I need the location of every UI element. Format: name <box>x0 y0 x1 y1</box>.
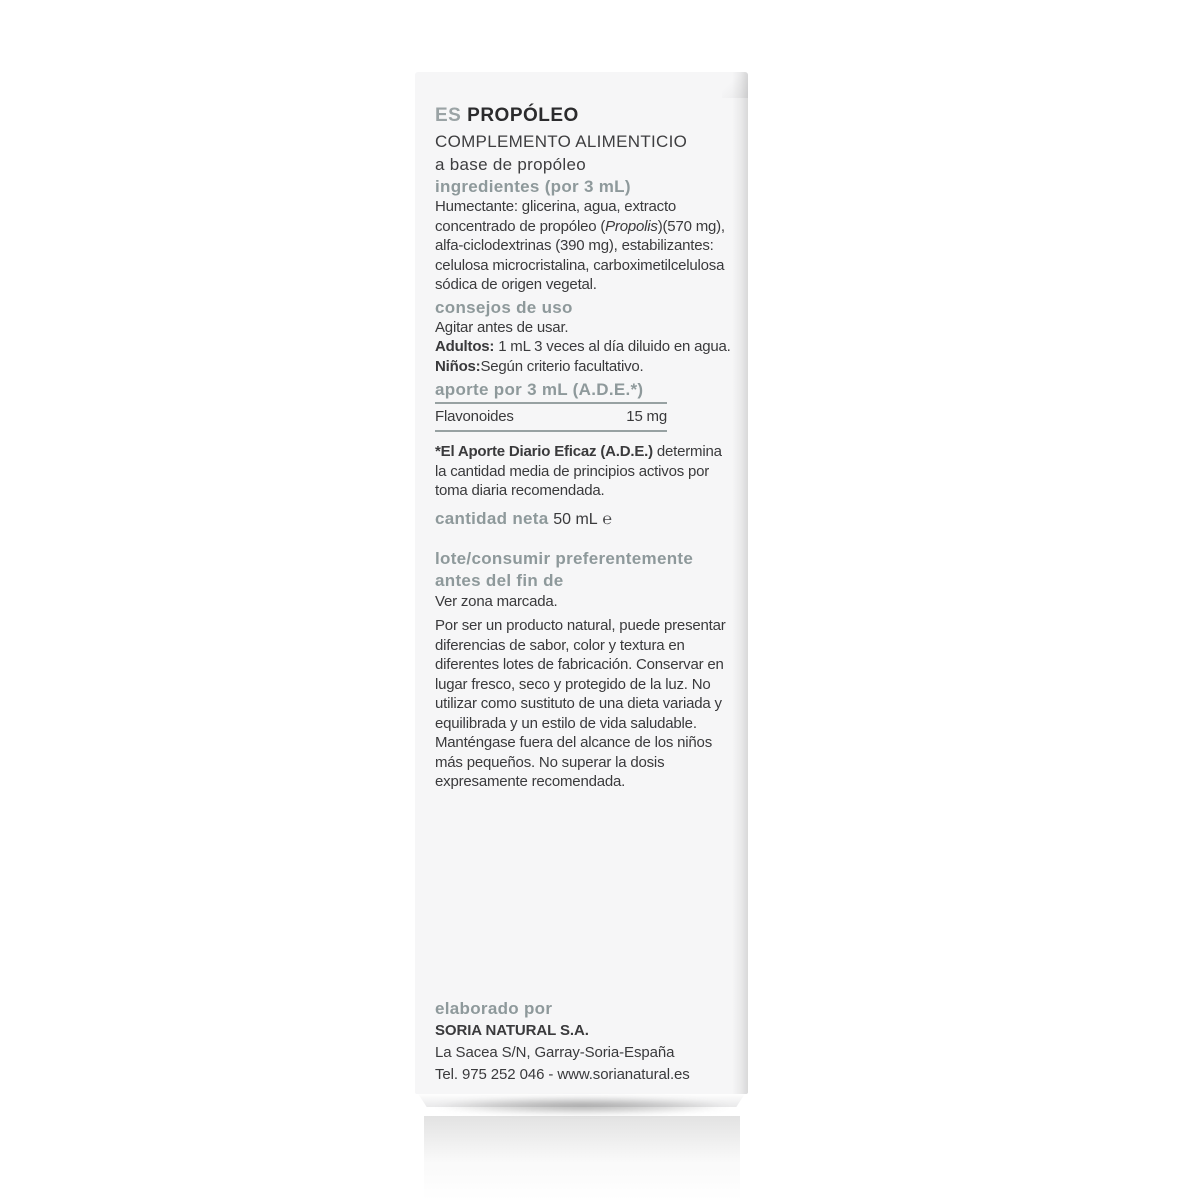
ingredients-text <box>435 197 732 295</box>
usage-heading: consejos de uso <box>435 297 573 317</box>
ade-note <box>435 442 732 501</box>
nutrient-value: 15 mg <box>626 407 667 425</box>
estimated-sign: ℮ <box>602 510 613 528</box>
ingredients-latin-name: Propolis <box>605 217 658 235</box>
nutrition-heading: aporte por 3 mL (A.D.E.*) <box>435 380 644 399</box>
manufacturer-phone-web: Tel. 975 252 046 - www.sorianatural.es <box>435 1066 690 1083</box>
net-quantity-value: 50 mL <box>553 510 598 528</box>
ade-note-lead: *El Aporte Diario Eficaz (A.D.E.) <box>435 443 653 460</box>
package-front-panel <box>415 72 748 1094</box>
product-title <box>435 105 732 127</box>
language-code: ES <box>435 105 462 126</box>
ade-note-rest: determina la cantidad media de principios activos por toma diaria recomendada. <box>435 443 722 499</box>
table-row <box>435 404 667 428</box>
usage-adults-label: Adultos: <box>435 338 495 355</box>
lot-text: Ver zona marcada. <box>435 592 558 610</box>
disclaimer-text: Por ser un producto natural, puede presentar diferencias de sabor, color y textura en diferentes lotes de fabricación. Conservar en lugar fresco, seco y protegido de la luz. No utilizar como sustituto de una dieta variada y equilibrada y un estilo de vida saludable. Manténgase fuera del alcance de los niños más pequeños. No superar la dosis expresamente recomendada. <box>435 617 726 790</box>
ingredients-heading: ingredientes (por 3 mL) <box>435 177 631 196</box>
nutrition-table <box>435 379 667 432</box>
ingredients-post: )(570 mg), alfa-ciclodextrinas (390 mg), estabilizantes: celulosa microcristalina, carboximetilcelulosa sódica de origen vegetal. <box>435 217 725 293</box>
usage-children-label: Niños: <box>435 357 481 375</box>
manufacturer-address: La Sacea S/N, Garray-Soria-España <box>435 1044 675 1061</box>
product-subtitle <box>435 130 732 176</box>
manufacturer-name: SORIA NATURAL S.A. <box>435 1022 589 1039</box>
label-content <box>415 72 748 792</box>
usage-adults-text: 1 mL 3 veces al día diluido en agua. <box>494 338 731 355</box>
nutrient-name: Flavonoides <box>435 407 514 425</box>
net-quantity-line <box>435 508 732 531</box>
ingredients-pre: Humectante: glicerina, agua, extracto concentrado de propóleo ( <box>435 198 677 235</box>
manufacturer-block <box>435 998 735 1086</box>
box-drop-shadow <box>376 1094 788 1118</box>
usage-shake-line: Agitar antes de usar. <box>435 318 569 336</box>
subtitle-line2: a base de propóleo <box>435 155 586 174</box>
box-reflection <box>424 1116 740 1200</box>
net-quantity-label: cantidad neta <box>435 508 549 528</box>
table-rule-bottom <box>435 430 667 432</box>
usage-text <box>435 318 732 377</box>
product-name: PROPÓLEO <box>467 105 579 126</box>
subtitle-line1: COMPLEMENTO ALIMENTICIO <box>435 132 688 151</box>
manufacturer-heading: elaborado por <box>435 999 553 1018</box>
usage-children-text: Según criterio facultativo. <box>480 357 644 375</box>
lot-heading: lote/consumir preferentemente antes del fin de <box>435 548 694 590</box>
